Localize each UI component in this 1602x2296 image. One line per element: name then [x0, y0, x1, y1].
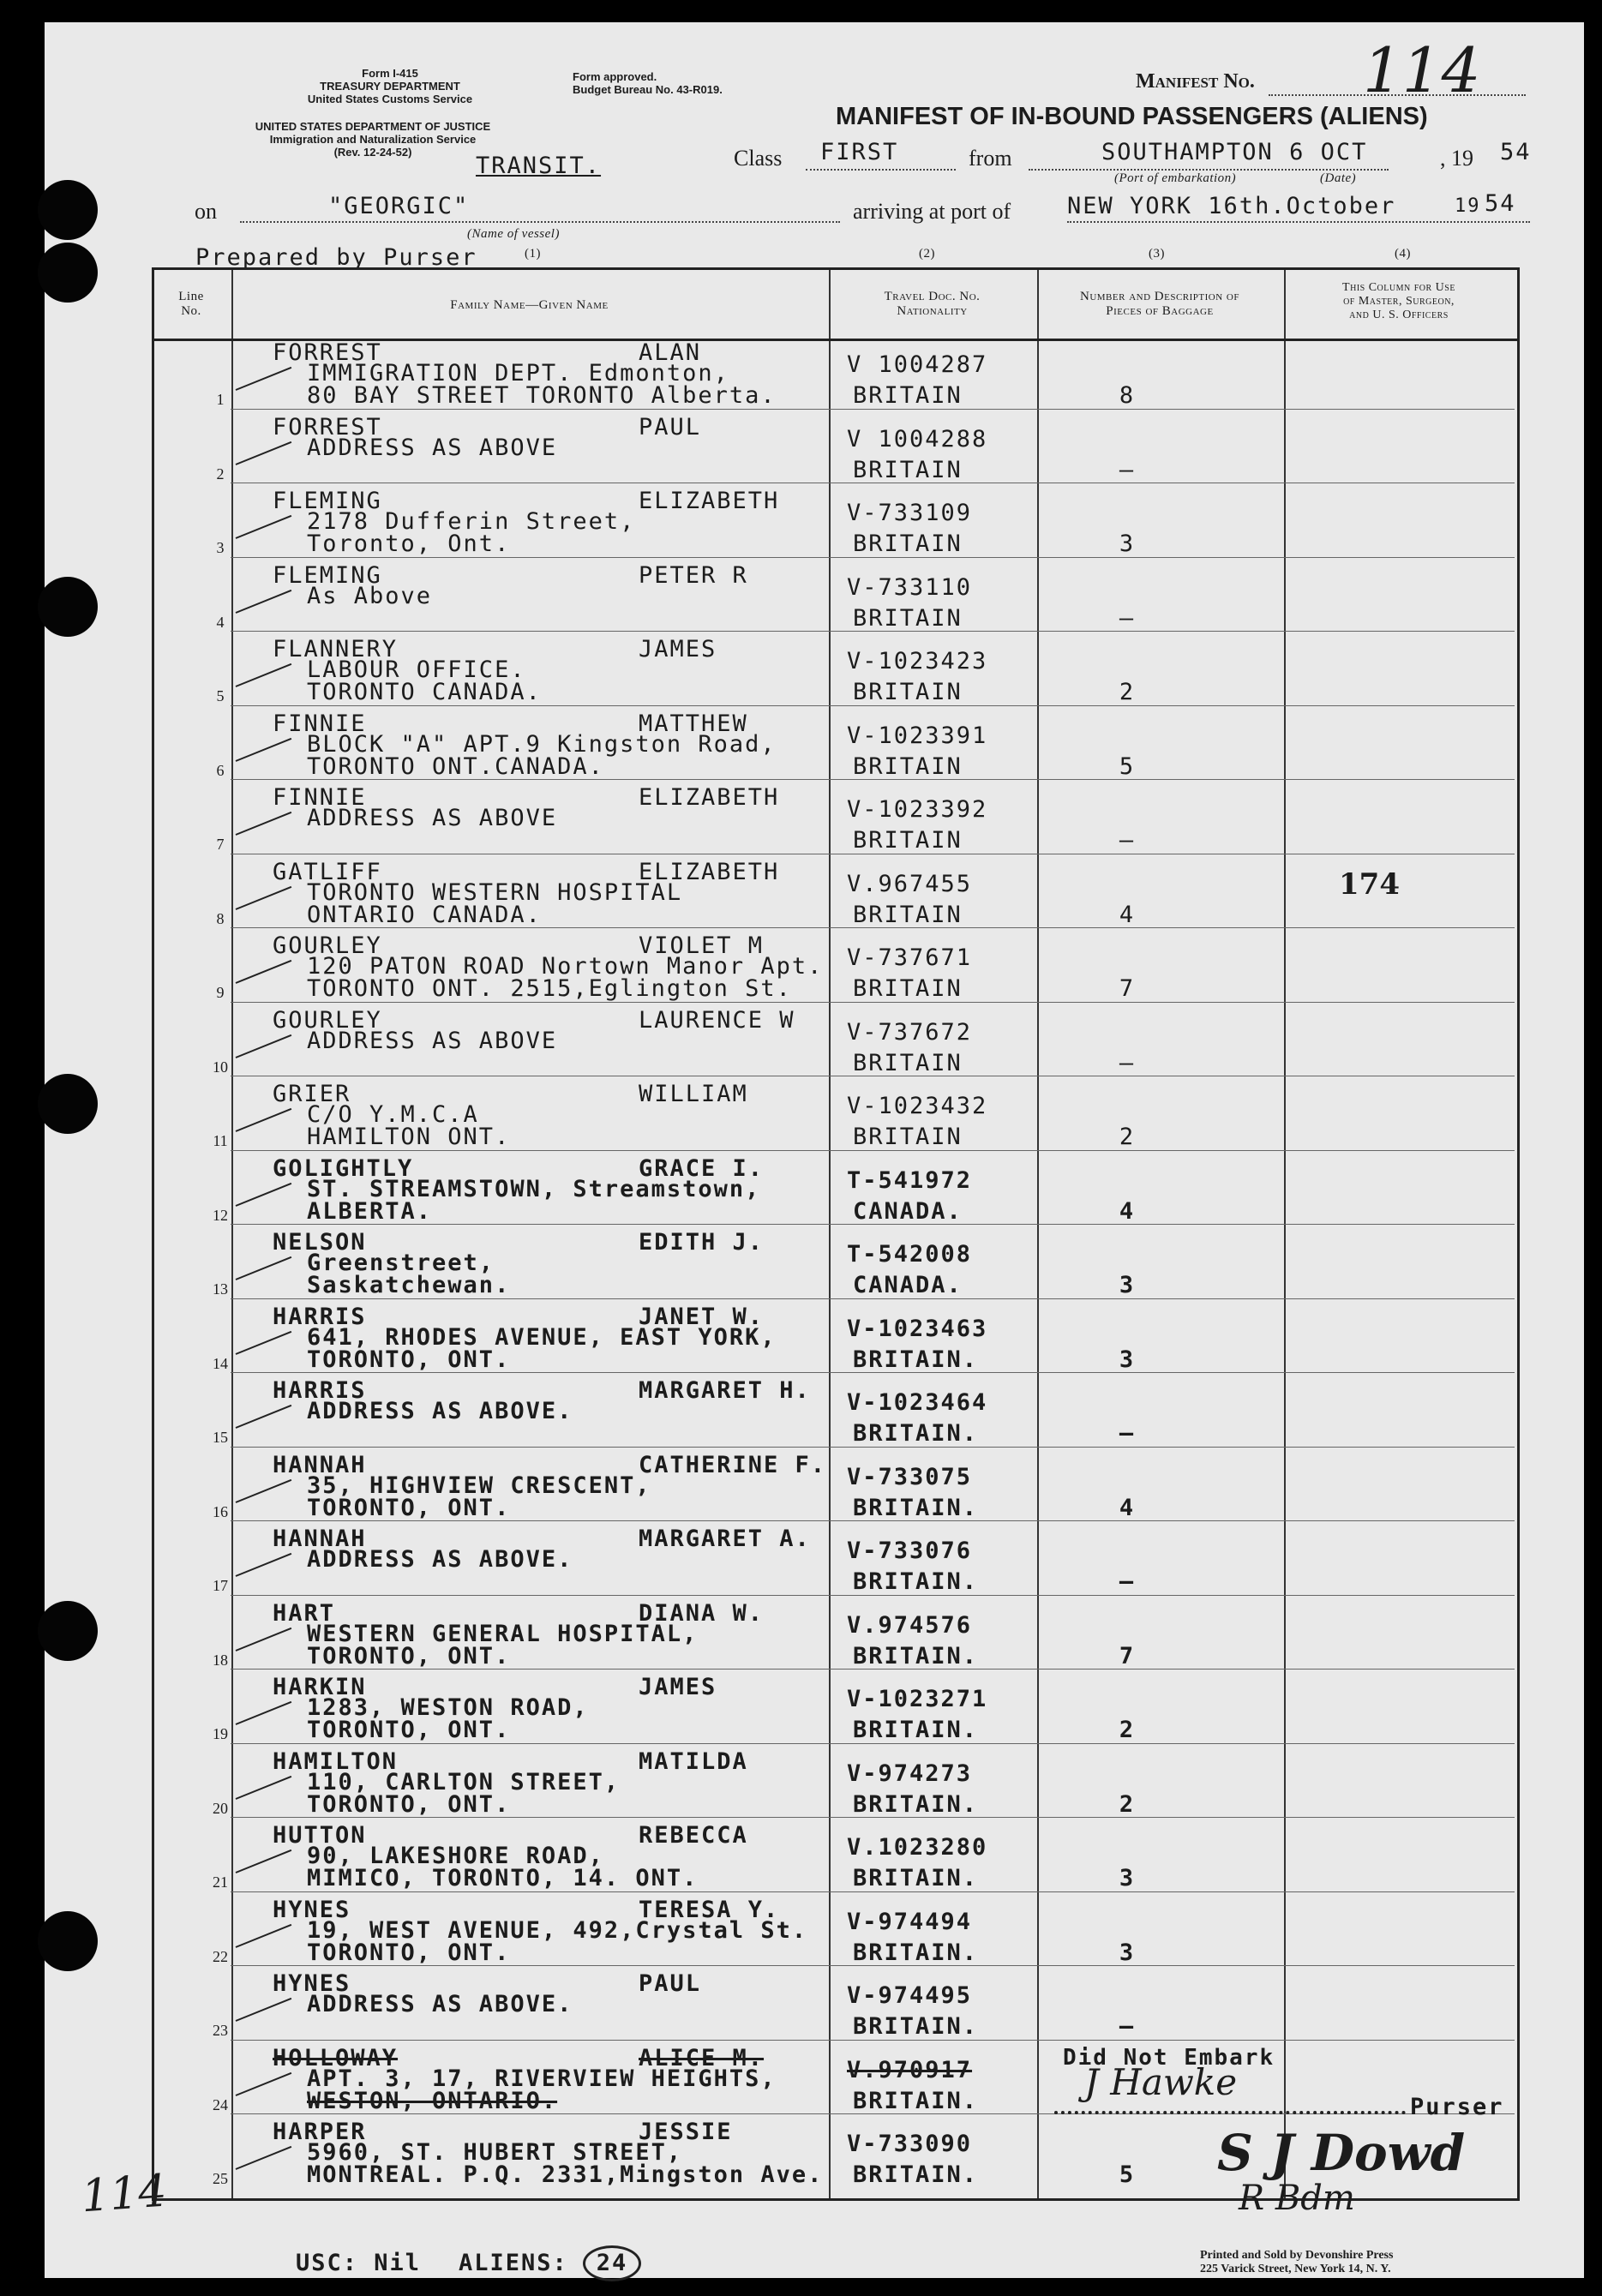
family-name: HAMILTON: [273, 1747, 399, 1775]
baggage-count: 3: [1119, 1865, 1136, 1891]
baggage-count: 5: [1119, 2161, 1136, 2188]
header-doc: Travel Doc. No. Nationality: [884, 290, 981, 318]
given-name: EDITH J.: [639, 1229, 765, 1256]
signature-initials: R Bdm: [1239, 2179, 1355, 2218]
line-number: 5: [216, 687, 225, 704]
address-line-1: 19, WEST AVENUE, 492,Crystal St.: [307, 1916, 808, 1944]
budget-bureau: Budget Bureau No. 43-R019.: [573, 83, 723, 96]
family-name: FLEMING: [273, 561, 382, 589]
line-number: 19: [213, 1725, 228, 1742]
line-number: 13: [213, 1280, 228, 1298]
line-number: 23: [213, 2022, 228, 2039]
family-name: FINNIE: [273, 710, 367, 737]
travel-doc-no: V-1023464: [847, 1389, 988, 1416]
purser-label: Purser: [1410, 2094, 1504, 2120]
col2-caption: (2): [919, 247, 935, 261]
line-number: 1: [216, 391, 225, 408]
header-officers: This Column for Use of Master, Surgeon, and U. S. Officers: [1342, 281, 1455, 321]
baggage-count: 3: [1119, 1272, 1136, 1298]
baggage-count: 4: [1119, 1494, 1136, 1521]
address-line-2: WESTON, ONTARIO.: [307, 2087, 558, 2114]
baggage-count: 8: [1119, 382, 1136, 409]
address-line-1: 120 PATON ROAD Nortown Manor Apt.: [307, 953, 824, 980]
baggage-count: 4: [1119, 1197, 1136, 1225]
family-name: GOURLEY: [273, 1006, 382, 1034]
travel-doc-no: V-1023391: [847, 722, 988, 749]
given-name: PETER R: [639, 561, 748, 589]
given-name: JAMES: [639, 636, 717, 662]
address-line-1: ST. STREAMSTOWN, Streamstown,: [307, 1175, 761, 1202]
nationality: BRITAIN.: [853, 1568, 979, 1595]
nationality: BRITAIN: [853, 679, 963, 705]
on-label: on: [195, 199, 217, 224]
family-name: FLEMING: [273, 488, 382, 514]
baggage-count: 2: [1119, 1790, 1136, 1818]
given-name: JESSIE: [639, 2119, 733, 2145]
address-line-2: HAMILTON ONT.: [307, 1124, 511, 1150]
embarkation-caption: (Port of embarkation): [1114, 171, 1237, 185]
arriving-label: arriving at port of: [853, 199, 1011, 224]
nationality: BRITAIN.: [853, 1642, 979, 1670]
baggage-count: –: [1119, 1568, 1136, 1595]
nationality: BRITAIN.: [853, 1939, 979, 1966]
line-number: 6: [216, 761, 225, 779]
baggage-count: 3: [1119, 531, 1136, 557]
punch-hole: [38, 1074, 98, 1134]
address-line-2: Toronto, Ont.: [307, 531, 511, 557]
family-name: GOURLEY: [273, 932, 382, 959]
aliens-count: 24: [583, 2245, 641, 2281]
family-name: HART: [273, 1599, 336, 1627]
address-line-1: 641, RHODES AVENUE, EAST YORK,: [307, 1323, 777, 1351]
given-name: MARGARET A.: [639, 1526, 811, 1552]
nationality: CANADA.: [853, 1197, 963, 1225]
address-line-2: MONTREAL. P.Q. 2331,Mingston Ave.: [307, 2161, 824, 2188]
nationality: BRITAIN: [853, 975, 963, 1002]
transit-label: TRANSIT.: [476, 153, 602, 179]
aliens-label: ALIENS:: [459, 2250, 568, 2276]
prepared-by: Prepared by Purser: [195, 244, 477, 271]
address-line-1: 2178 Dufferin Street,: [307, 508, 636, 535]
signature-hawke: J Hawke: [1084, 2061, 1238, 2103]
baggage-count: 5: [1119, 752, 1136, 780]
year-value: 54: [1500, 139, 1532, 165]
line-number: 3: [216, 539, 225, 556]
header-name: Family Name—Given Name: [450, 298, 609, 312]
nationality: BRITAIN.: [853, 2087, 979, 2114]
travel-doc-no: V 1004287: [847, 351, 988, 378]
address-line-1: TORONTO WESTERN HOSPITAL: [307, 878, 683, 906]
arriving-line: [1067, 221, 1530, 223]
baggage-count: 2: [1119, 1124, 1136, 1150]
travel-doc-no: V.970917: [847, 2056, 973, 2083]
address-line-1: ADDRESS AS ABOVE: [307, 805, 558, 831]
address-line-1: ADDRESS AS ABOVE.: [307, 1991, 573, 2017]
address-line-2: TORONTO, ONT.: [307, 1494, 511, 1521]
manifest-no-label: Manifest No.: [1136, 70, 1255, 93]
family-name: HARPER: [273, 2119, 367, 2145]
line-number: 7: [216, 836, 225, 853]
address-line-2: TORONTO, ONT.: [307, 1939, 511, 1966]
travel-doc-no: V-1023463: [847, 1315, 988, 1342]
given-name: MARGARET H.: [639, 1377, 811, 1404]
given-name: LAURENCE W: [639, 1006, 795, 1034]
margin-mark: 114: [80, 2165, 169, 2223]
family-name: GOLIGHTLY: [273, 1154, 414, 1182]
class-value: FIRST: [820, 139, 899, 165]
family-name: HUTTON: [273, 1822, 367, 1849]
address-line-2: TORONTO CANADA.: [307, 679, 542, 705]
family-name: GATLIFF: [273, 858, 382, 885]
given-name: ELIZABETH: [639, 784, 780, 811]
line-number: 2: [216, 465, 225, 483]
address-line-1: ADDRESS AS ABOVE: [307, 434, 558, 461]
family-name: HOLLOWAY: [273, 2044, 399, 2071]
address-line-1: As Above: [307, 582, 433, 609]
address-line-2: TORONTO ONT.CANADA.: [307, 752, 604, 780]
given-name: REBECCA: [639, 1822, 748, 1849]
address-line-1: 1283, WESTON ROAD,: [307, 1694, 589, 1721]
nationality: BRITAIN.: [853, 2013, 979, 2040]
given-name: VIOLET M: [639, 932, 765, 959]
nationality: BRITAIN: [853, 604, 963, 632]
given-name: TERESA Y.: [639, 1896, 780, 1923]
baggage-count: 3: [1119, 1939, 1136, 1966]
nationality: BRITAIN: [853, 531, 963, 557]
address-line-1: C/O Y.M.C.A: [307, 1101, 479, 1128]
nationality: BRITAIN.: [853, 1420, 979, 1447]
line-number: 4: [216, 613, 225, 631]
family-name: GRIER: [273, 1081, 351, 1107]
given-name: MATTHEW: [639, 710, 748, 737]
address-line-2: TORONTO, ONT.: [307, 1346, 511, 1373]
nationality: BRITAIN: [853, 901, 963, 928]
ins-service: Immigration and Naturalization Service: [269, 133, 477, 146]
address-line-2: TORONTO, ONT.: [307, 1790, 511, 1818]
travel-doc-no: V-733109: [847, 500, 973, 526]
given-name: MATILDA: [639, 1747, 748, 1775]
travel-doc-no: V 1004288: [847, 425, 988, 453]
nationality: BRITAIN.: [853, 1790, 979, 1818]
arriving-year: 54: [1485, 190, 1516, 217]
line-number: 9: [216, 984, 225, 1001]
nationality: BRITAIN: [853, 1124, 963, 1150]
line-number: 22: [213, 1947, 228, 1965]
address-line-2: TORONTO, ONT.: [307, 1642, 511, 1670]
travel-doc-no: V-1023423: [847, 648, 988, 674]
travel-doc-no: T-542008: [847, 1241, 973, 1268]
travel-doc-no: V-974273: [847, 1759, 973, 1787]
header-baggage: Number and Description of Pieces of Baggage: [1080, 290, 1239, 318]
col1-caption: (1): [525, 247, 541, 261]
travel-doc-no: V-974494: [847, 1908, 973, 1935]
baggage-count: –: [1119, 604, 1136, 632]
address-line-1: 35, HIGHVIEW CRESCENT,: [307, 1472, 651, 1499]
dotted-purser-line: [1054, 2111, 1406, 2114]
given-name: DIANA W.: [639, 1599, 765, 1627]
punch-hole: [38, 243, 98, 303]
col-divider: [231, 270, 233, 2198]
line-number: 12: [213, 1206, 228, 1224]
address-line-2: TORONTO ONT. 2515,Eglington St.: [307, 975, 792, 1002]
col4-caption: (4): [1395, 247, 1411, 261]
date-caption: (Date): [1320, 171, 1357, 185]
nationality: CANADA.: [853, 1272, 963, 1298]
travel-doc-no: V-974495: [847, 1982, 973, 2009]
line-number: 17: [213, 1577, 228, 1594]
class-line: [806, 169, 956, 171]
travel-doc-no: V.974576: [847, 1611, 973, 1639]
given-name: WILLIAM: [639, 1081, 748, 1107]
address-line-2: Saskatchewan.: [307, 1272, 511, 1298]
travel-doc-no: V-733075: [847, 1463, 973, 1490]
vessel-name: "GEORGIC": [328, 193, 470, 219]
travel-doc-no: V-733076: [847, 1538, 973, 1564]
address-line-1: ADDRESS AS ABOVE.: [307, 1398, 573, 1424]
nationality: BRITAIN: [853, 1049, 963, 1076]
family-name: HYNES: [273, 1896, 351, 1923]
justice-dept: UNITED STATES DEPARTMENT OF JUSTICE: [255, 120, 491, 133]
arriving-value: NEW YORK 16th.October: [1067, 193, 1396, 219]
punch-hole: [38, 1601, 98, 1661]
printer-line-1: Printed and Sold by Devonshire Press: [1200, 2249, 1394, 2262]
line-number: 25: [213, 2170, 228, 2187]
from-label: from: [969, 146, 1012, 171]
address-line-1: 110, CARLTON STREET,: [307, 1768, 621, 1795]
travel-doc-no: T-541972: [847, 1166, 973, 1194]
line-number: 11: [213, 1132, 228, 1149]
signature-dowd: S J Dowd: [1217, 2124, 1466, 2182]
address-line-2: MIMICO, TORONTO, 14. ONT.: [307, 1865, 699, 1891]
nationality: BRITAIN: [853, 752, 963, 780]
address-line-2: TORONTO, ONT.: [307, 1717, 511, 1743]
given-name: ELIZABETH: [639, 858, 780, 885]
family-name: HARKIN: [273, 1674, 367, 1700]
baggage-count: –: [1119, 827, 1136, 854]
family-name: FINNIE: [273, 784, 367, 811]
nationality: BRITAIN.: [853, 2161, 979, 2188]
revision: (Rev. 12-24-52): [333, 146, 412, 159]
given-name: ALICE M.: [639, 2044, 765, 2071]
given-name: PAUL: [639, 413, 702, 441]
printer-line-2: 225 Varick Street, New York 14, N. Y.: [1200, 2263, 1391, 2275]
arriving-year-prefix: 19: [1455, 195, 1481, 217]
address-line-2: ONTARIO CANADA.: [307, 901, 542, 928]
travel-doc-no: V-733110: [847, 573, 973, 601]
given-name: JANET W.: [639, 1303, 765, 1330]
col-divider: [1284, 270, 1286, 2198]
given-name: JAMES: [639, 1674, 717, 1700]
given-name: PAUL: [639, 1970, 702, 1997]
header-line-no: Line No.: [178, 290, 204, 318]
nationality: BRITAIN: [853, 456, 963, 483]
baggage-count: 4: [1119, 901, 1136, 928]
manifest-title: MANIFEST OF IN-BOUND PASSENGERS (ALIENS): [836, 103, 1428, 130]
travel-doc-no: V-1023392: [847, 796, 988, 823]
line-number: 16: [213, 1502, 228, 1520]
line-number: 15: [213, 1429, 228, 1446]
baggage-count: –: [1119, 1420, 1136, 1447]
baggage-count: 7: [1119, 975, 1136, 1002]
baggage-count: Did Not Embark: [1063, 2044, 1275, 2071]
address-line-1: APT. 3, 17, RIVERVIEW HEIGHTS,: [307, 2065, 777, 2092]
family-name: NELSON: [273, 1229, 367, 1256]
line-number: 10: [213, 1058, 228, 1076]
address-line-1: ADDRESS AS ABOVE.: [307, 1546, 573, 1573]
form-number: Form I-415: [362, 67, 418, 80]
address-line-2: ALBERTA.: [307, 1197, 433, 1225]
given-name: ALAN: [639, 339, 702, 366]
family-name: HYNES: [273, 1970, 351, 1997]
given-name: CATHERINE F.: [639, 1451, 827, 1478]
baggage-count: –: [1119, 456, 1136, 483]
family-name: HANNAH: [273, 1451, 367, 1478]
address-line-1: LABOUR OFFICE.: [307, 656, 526, 683]
class-label: Class: [734, 146, 783, 171]
baggage-count: 2: [1119, 1717, 1136, 1743]
address-line-1: WESTERN GENERAL HOSPITAL,: [307, 1620, 699, 1647]
travel-doc-no: V-737671: [847, 944, 973, 971]
line-number: 21: [213, 1873, 228, 1891]
baggage-count: 7: [1119, 1642, 1136, 1670]
family-name: FORREST: [273, 413, 382, 441]
travel-doc-no: V-737672: [847, 1018, 973, 1046]
travel-doc-no: V.1023280: [847, 1834, 988, 1861]
punch-hole: [38, 1911, 98, 1971]
nationality: BRITAIN.: [853, 1865, 979, 1891]
family-name: FLANNERY: [273, 636, 399, 662]
line-number: 20: [213, 1799, 228, 1817]
nationality: BRITAIN.: [853, 1346, 979, 1373]
vessel-caption: (Name of vessel): [467, 227, 560, 241]
address-line-1: IMMIGRATION DEPT. Edmonton,: [307, 360, 729, 387]
address-line-1: 90, LAKESHORE ROAD,: [307, 1843, 604, 1869]
punch-hole: [38, 180, 98, 240]
punch-hole: [38, 577, 98, 637]
baggage-count: –: [1119, 2013, 1136, 2040]
family-name: HARRIS: [273, 1303, 367, 1330]
nationality: BRITAIN.: [853, 1494, 979, 1521]
col-divider: [829, 270, 831, 2198]
baggage-count: 2: [1119, 679, 1136, 705]
address-line-1: BLOCK "A" APT.9 Kingston Road,: [307, 730, 777, 758]
year-prefix: , 19: [1440, 146, 1473, 171]
nationality: BRITAIN: [853, 827, 963, 854]
given-name: ELIZABETH: [639, 488, 780, 514]
family-name: FORREST: [273, 339, 382, 366]
travel-doc-no: V-733090: [847, 2131, 973, 2157]
address-line-1: ADDRESS AS ABOVE: [307, 1027, 558, 1054]
family-name: HANNAH: [273, 1526, 367, 1552]
travel-doc-no: V-1023432: [847, 1093, 988, 1119]
address-line-1: 5960, ST. HUBERT STREET,: [307, 2139, 683, 2166]
nationality: BRITAIN.: [853, 1717, 979, 1743]
col-divider: [1037, 270, 1039, 2198]
manifest-no-value: 114: [1363, 34, 1481, 106]
form-approved: Form approved.: [573, 70, 657, 83]
from-line: [1029, 169, 1389, 171]
address-line-1: Greenstreet,: [307, 1250, 495, 1276]
vessel-line: [240, 221, 840, 223]
travel-doc-no: V.967455: [847, 870, 973, 897]
baggage-count: –: [1119, 1049, 1136, 1076]
nationality: BRITAIN: [853, 382, 963, 409]
baggage-count: 3: [1119, 1346, 1136, 1373]
col3-caption: (3): [1149, 247, 1165, 261]
customs-service: United States Customs Service: [307, 93, 473, 105]
line-number: 8: [216, 909, 225, 927]
family-name: HARRIS: [273, 1377, 367, 1404]
line-number: 24: [213, 2095, 228, 2113]
line-number: 14: [213, 1354, 228, 1372]
given-name: GRACE I.: [639, 1154, 765, 1182]
treasury-dept: TREASURY DEPARTMENT: [320, 80, 460, 93]
line-number: 18: [213, 1651, 228, 1669]
from-value: SOUTHAMPTON 6 OCT: [1101, 139, 1368, 165]
travel-doc-no: V-1023271: [847, 1686, 988, 1712]
usc-note: USC: Nil: [296, 2250, 422, 2276]
address-line-2: 80 BAY STREET TORONTO Alberta.: [307, 382, 777, 409]
officer-note: 174: [1339, 867, 1400, 902]
